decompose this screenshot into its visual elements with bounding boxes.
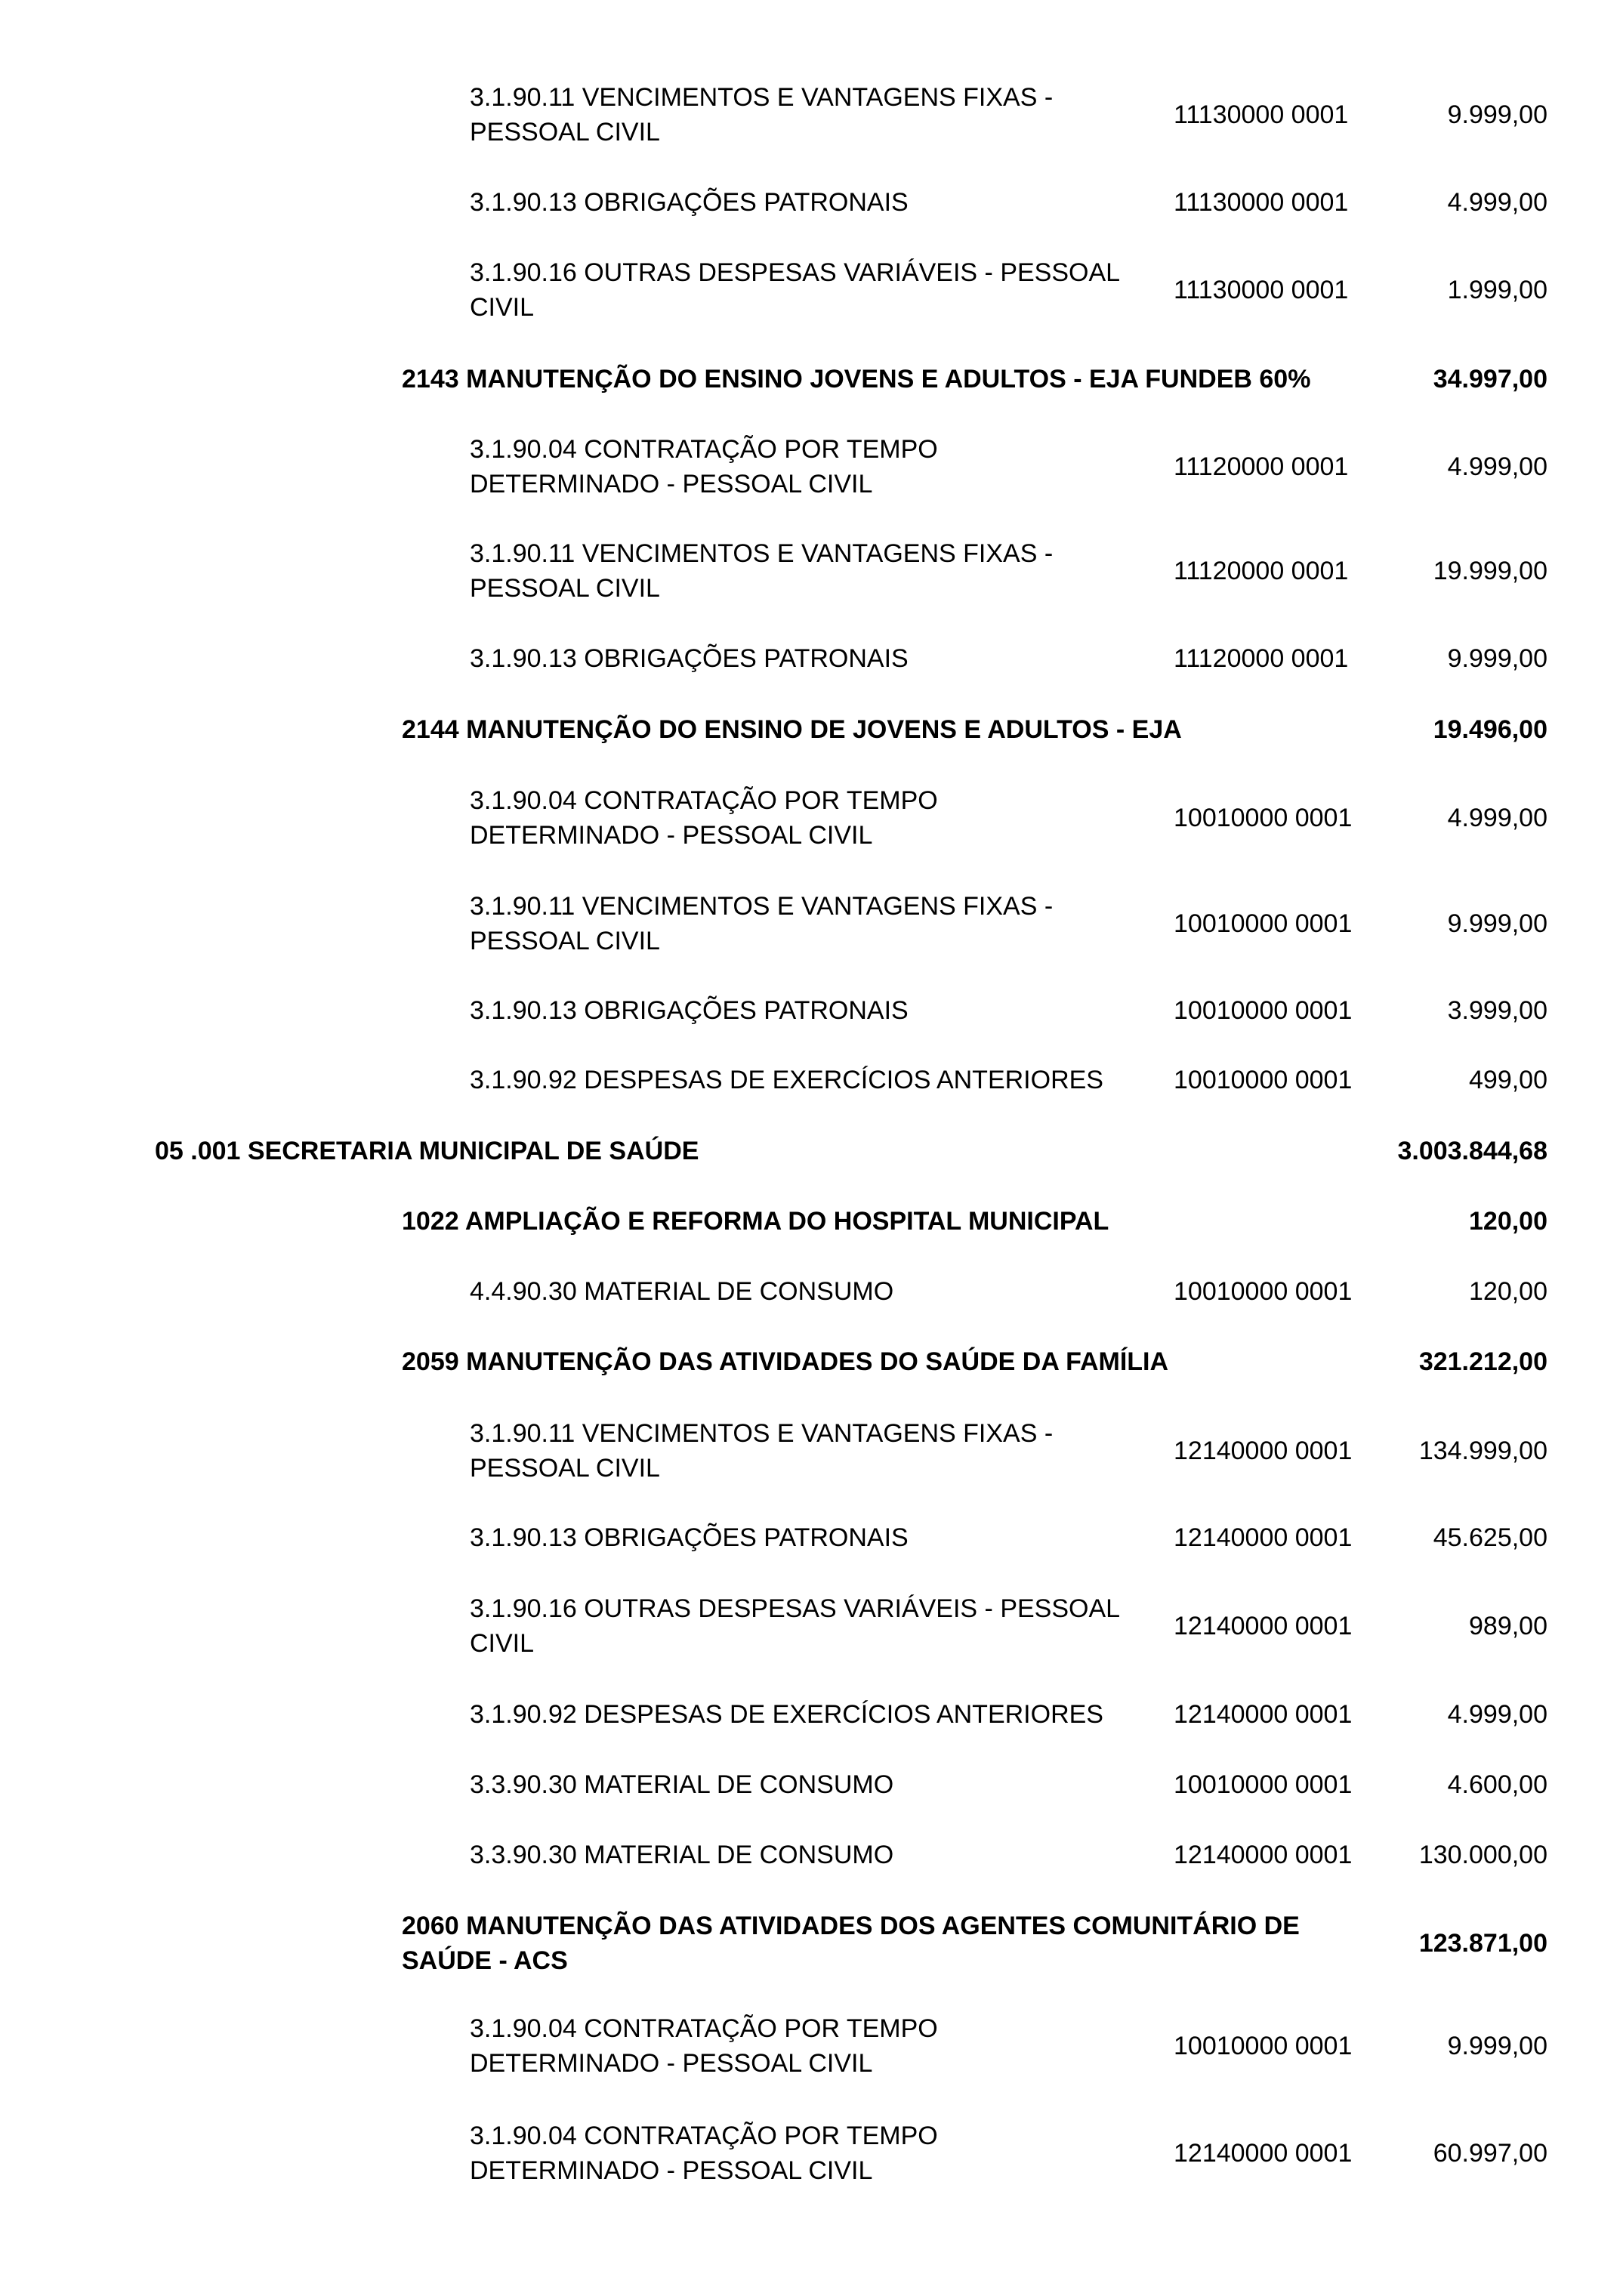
source-code: 10010000 0001 [1174,996,1353,1025]
description-line: CIVIL [470,1629,535,1658]
expense-item-row [0,2119,1623,2188]
item-description [470,432,1172,501]
amount-value: 4.600,00 [1447,1770,1547,1799]
source-code: 12140000 0001 [1174,1523,1353,1552]
description-line: 3.1.90.04 CONTRATAÇÃO POR TEMPO [470,2122,938,2150]
amount-value: 4.999,00 [1447,804,1547,832]
description-line: 3.1.90.11 VENCIMENTOS E VANTAGENS FIXAS - [470,539,1054,568]
description-line: 3.1.90.11 VENCIMENTOS E VANTAGENS FIXAS - [470,1419,1054,1448]
description-line: 3.3.90.30 MATERIAL DE CONSUMO [470,1841,894,1869]
item-description [470,1520,1172,1555]
description-line: DETERMINADO - PESSOAL CIVIL [470,821,873,850]
source-code: 11120000 0001 [1174,644,1349,673]
source-code: 11120000 0001 [1174,557,1349,585]
source-code: 11130000 0001 [1174,188,1349,217]
amount-value: 1.999,00 [1447,276,1547,304]
unit-heading-row [0,1134,1623,1168]
amount-value: 134.999,00 [1418,1437,1547,1465]
item-description [402,1204,1406,1239]
amount-value: 321.212,00 [1418,1347,1547,1376]
expense-item-row [0,1274,1623,1309]
item-description [470,2119,1172,2188]
amount-value: 3.003.844,68 [1397,1137,1547,1165]
description-line: 3.1.90.16 OUTRAS DESPESAS VARIÁVEIS - PESSOAL [470,258,1121,287]
item-description [470,1063,1172,1097]
source-code: 10010000 0001 [1174,804,1353,832]
action-heading-row [0,1344,1623,1379]
description-line: 1022 AMPLIAÇÃO E REFORMA DO HOSPITAL MUNICIPAL [402,1207,1109,1236]
description-line: 3.1.90.92 DESPESAS DE EXERCÍCIOS ANTERIORES [470,1066,1103,1094]
expense-item-row [0,536,1623,606]
expense-item-row [0,432,1623,501]
description-line: PESSOAL CIVIL [470,574,660,603]
source-code: 11130000 0001 [1174,100,1349,129]
amount-value: 120,00 [1469,1277,1547,1306]
amount-value: 19.496,00 [1433,715,1547,744]
amount-value: 989,00 [1469,1612,1547,1640]
item-description [470,1838,1172,1872]
expense-item-row [0,993,1623,1028]
amount-value: 4.999,00 [1447,1700,1547,1729]
source-code: 10010000 0001 [1174,1066,1353,1094]
description-line: DETERMINADO - PESSOAL CIVIL [470,2049,873,2078]
source-code: 12140000 0001 [1174,1700,1353,1729]
item-description [470,255,1172,325]
expense-item-row [0,889,1623,958]
action-heading-row [0,1909,1623,1978]
amount-value: 45.625,00 [1433,1523,1547,1552]
action-heading-row [0,1204,1623,1239]
description-line: 2059 MANUTENÇÃO DAS ATIVIDADES DO SAÚDE DA FAMÍLIA [402,1347,1169,1376]
amount-value: 9.999,00 [1447,2032,1547,2060]
description-line: 3.1.90.04 CONTRATAÇÃO POR TEMPO [470,2014,938,2043]
item-description [470,1416,1172,1486]
item-description [155,1134,1363,1168]
description-line: 2060 MANUTENÇÃO DAS ATIVIDADES DOS AGENTES COMUNITÁRIO DE [402,1912,1300,1940]
expense-item-row [0,1767,1623,1802]
description-line: CIVIL [470,293,535,322]
description-line: PESSOAL CIVIL [470,1454,660,1483]
description-line: 3.1.90.04 CONTRATAÇÃO POR TEMPO [470,435,938,464]
source-code: 10010000 0001 [1174,1277,1353,1306]
description-line: SAÚDE - ACS [402,1946,568,1975]
item-description [470,1274,1172,1309]
expense-item-row [0,2011,1623,2081]
description-line: 3.1.90.11 VENCIMENTOS E VANTAGENS FIXAS - [470,83,1054,112]
item-description [402,362,1406,397]
expense-item-row [0,641,1623,676]
amount-value: 4.999,00 [1447,188,1547,217]
description-line: DETERMINADO - PESSOAL CIVIL [470,470,873,498]
expense-item-row [0,1416,1623,1486]
source-code: 12140000 0001 [1174,1437,1353,1465]
description-line: PESSOAL CIVIL [470,118,660,147]
expense-item-row [0,1697,1623,1732]
amount-value: 9.999,00 [1447,100,1547,129]
expense-item-row [0,1591,1623,1661]
source-code: 11130000 0001 [1174,276,1349,304]
item-description [470,2011,1172,2081]
amount-value: 60.997,00 [1433,2139,1547,2168]
description-line: PESSOAL CIVIL [470,927,660,955]
item-description [470,641,1172,676]
item-description [470,185,1172,220]
amount-value: 19.999,00 [1433,557,1547,585]
amount-value: 3.999,00 [1447,996,1547,1025]
description-line: DETERMINADO - PESSOAL CIVIL [470,2156,873,2185]
description-line: 3.1.90.13 OBRIGAÇÕES PATRONAIS [470,644,909,673]
item-description [470,1767,1172,1802]
description-line: 4.4.90.30 MATERIAL DE CONSUMO [470,1277,894,1306]
amount-value: 4.999,00 [1447,452,1547,481]
item-description [470,889,1172,958]
item-description [470,993,1172,1028]
description-line: 3.3.90.30 MATERIAL DE CONSUMO [470,1770,894,1799]
description-line: 3.1.90.11 VENCIMENTOS E VANTAGENS FIXAS - [470,892,1054,921]
source-code: 10010000 0001 [1174,1770,1353,1799]
amount-value: 130.000,00 [1418,1841,1547,1869]
action-heading-row [0,712,1623,747]
source-code: 10010000 0001 [1174,2032,1353,2060]
expense-item-row [0,185,1623,220]
description-line: 2144 MANUTENÇÃO DO ENSINO DE JOVENS E ADULTOS - EJA [402,715,1182,744]
item-description [470,783,1172,853]
source-code: 12140000 0001 [1174,1612,1353,1640]
expense-item-row [0,255,1623,325]
source-code: 12140000 0001 [1174,1841,1353,1869]
description-line: 3.1.90.13 OBRIGAÇÕES PATRONAIS [470,1523,909,1552]
description-line: 3.1.90.16 OUTRAS DESPESAS VARIÁVEIS - PESSOAL [470,1594,1121,1623]
source-code: 11120000 0001 [1174,452,1349,481]
expense-item-row [0,1838,1623,1872]
item-description [470,1591,1172,1661]
expense-item-row [0,783,1623,853]
description-line: 3.1.90.04 CONTRATAÇÃO POR TEMPO [470,786,938,815]
amount-value: 34.997,00 [1433,365,1547,393]
description-line: 3.1.90.13 OBRIGAÇÕES PATRONAIS [470,188,909,217]
expense-item-row [0,1063,1623,1097]
description-line: 05 .001 SECRETARIA MUNICIPAL DE SAÚDE [155,1137,699,1165]
item-description [402,1344,1406,1379]
action-heading-row [0,362,1623,397]
item-description [402,712,1406,747]
expense-item-row [0,80,1623,150]
description-line: 3.1.90.13 OBRIGAÇÕES PATRONAIS [470,996,909,1025]
item-description [402,1909,1406,1978]
description-line: 3.1.90.92 DESPESAS DE EXERCÍCIOS ANTERIORES [470,1700,1103,1729]
expense-item-row [0,1520,1623,1555]
description-line: 2143 MANUTENÇÃO DO ENSINO JOVENS E ADULTOS - EJA FUNDEB 60% [402,365,1311,393]
source-code: 12140000 0001 [1174,2139,1353,2168]
amount-value: 120,00 [1469,1207,1547,1236]
item-description [470,536,1172,606]
amount-value: 9.999,00 [1447,909,1547,938]
amount-value: 123.871,00 [1418,1929,1547,1958]
source-code: 10010000 0001 [1174,909,1353,938]
amount-value: 9.999,00 [1447,644,1547,673]
item-description [470,80,1172,150]
amount-value: 499,00 [1469,1066,1547,1094]
item-description [470,1697,1172,1732]
